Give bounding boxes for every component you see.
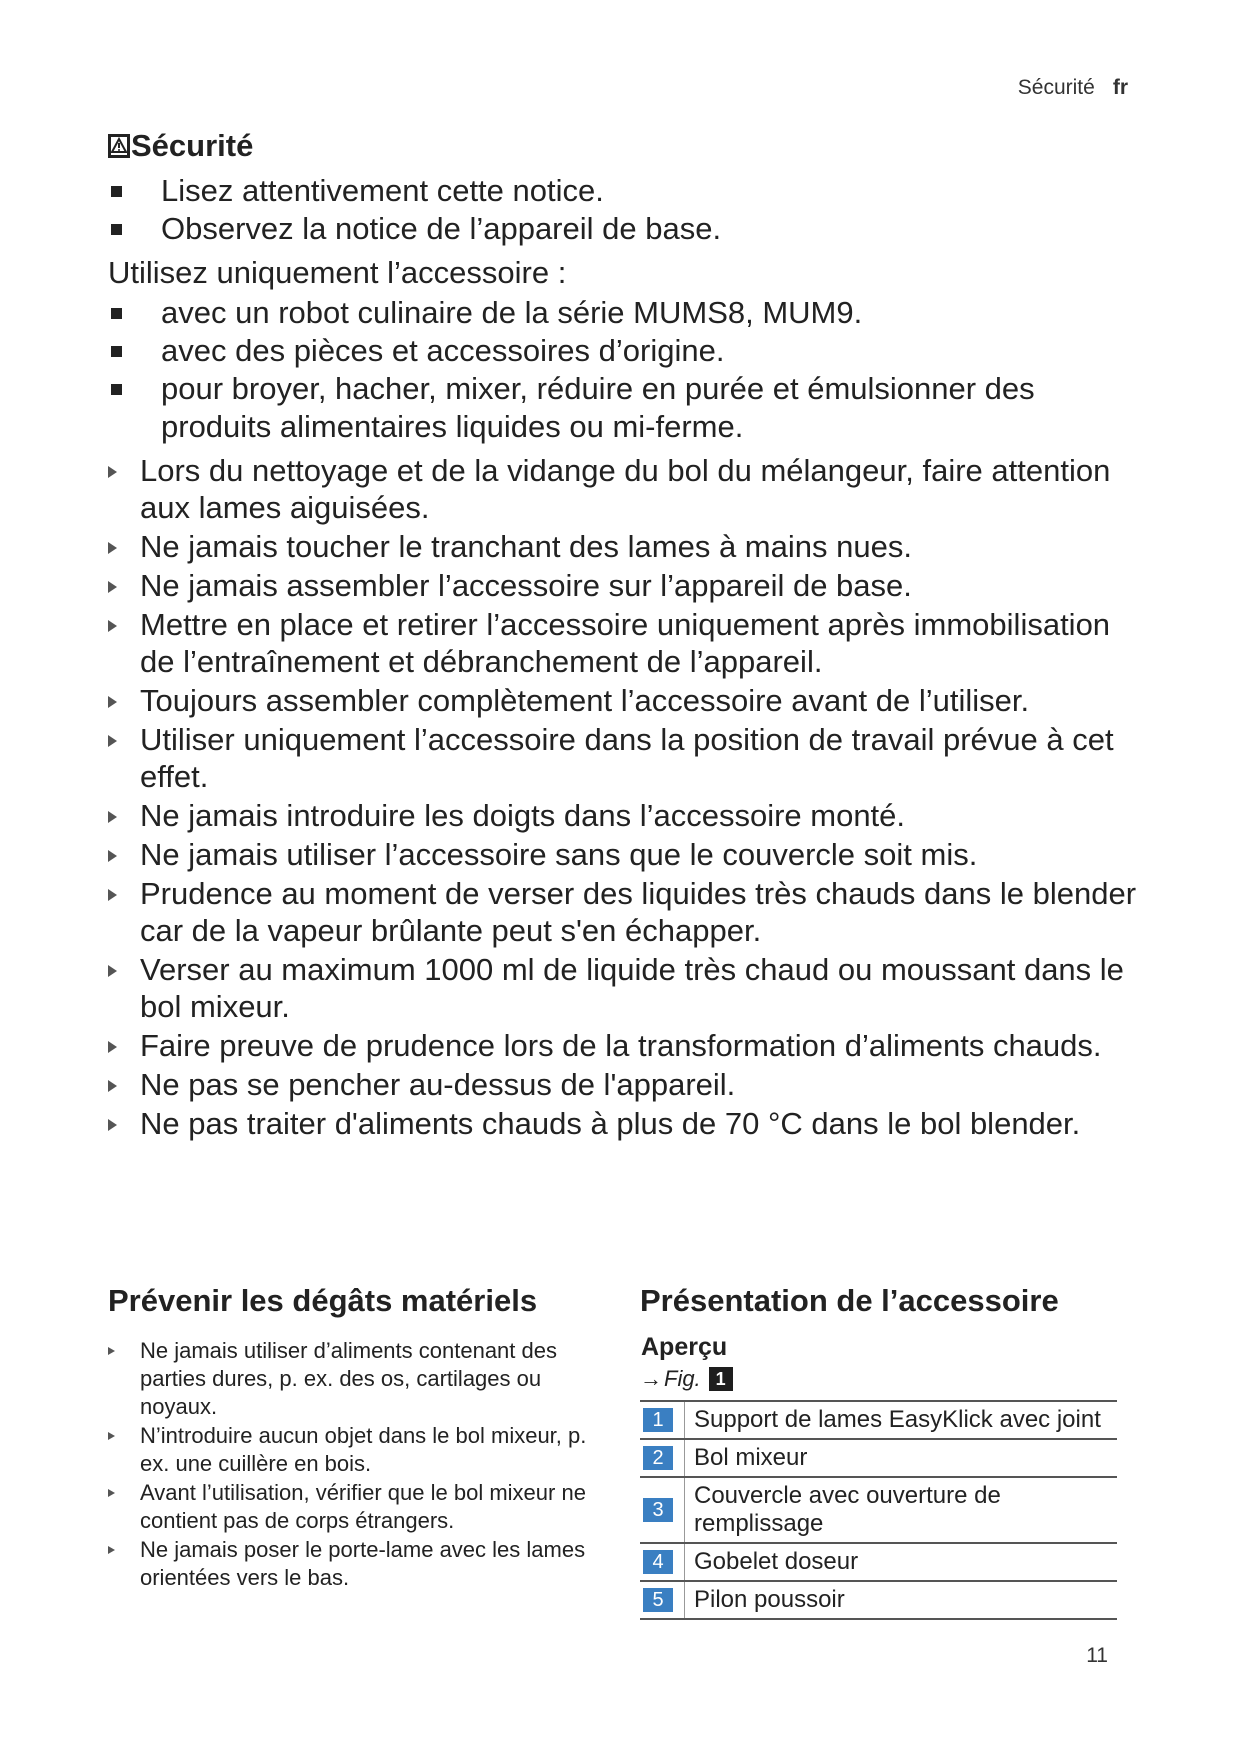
accessory-section: [640, 1283, 1120, 1620]
warning-item: Verser au maximum 1000 ml de liquide très chaud ou moussant dans le bol mixeur.: [108, 951, 1150, 1025]
arrow-bullet-icon: [108, 1041, 117, 1053]
damage-title: Prévenir les dégâts matériels: [108, 1283, 538, 1318]
arrow-bullet-icon: [108, 735, 117, 747]
page-number: 11: [1086, 1644, 1108, 1667]
part-number-badge: 2: [643, 1446, 673, 1470]
list-item: Ne jamais poser le porte-lame avec les lames orientées vers le bas.: [108, 1536, 598, 1592]
warning-item: Ne jamais toucher le tranchant des lames à mains nues.: [108, 528, 1150, 565]
part-label: Bol mixeur: [694, 1444, 808, 1471]
arrow-bullet-icon: [108, 1119, 117, 1131]
warning-item: Mettre en place et retirer l’accessoire uniquement après immobilisation de l’entraînement et débranchement de l’appareil.: [108, 606, 1150, 680]
arrow-bullet-icon: [108, 889, 117, 901]
table-row: [640, 1582, 1117, 1620]
parts-table: [640, 1400, 1117, 1620]
part-label: Couvercle avec ouverture de remplissage: [694, 1482, 1001, 1537]
running-header: [1018, 76, 1128, 100]
arrow-right-icon: →: [640, 1366, 662, 1391]
table-row: [640, 1478, 1117, 1544]
list-item: N’introduire aucun objet dans le bol mixeur, p. ex. une cuillère en bois.: [108, 1422, 598, 1478]
list-item: avec un robot culinaire de la série MUMS8, MUM9.: [108, 294, 1150, 332]
part-number-badge: 4: [643, 1550, 673, 1574]
list-item: avec des pièces et accessoires d’origine.: [108, 332, 1150, 370]
part-label: Support de lames EasyKlick avec joint: [694, 1406, 1101, 1433]
usage-conditions-list: [108, 294, 1150, 446]
arrow-bullet-icon: [108, 1432, 115, 1440]
square-bullet-icon: [111, 186, 122, 197]
square-bullet-icon: [111, 346, 122, 357]
warning-item: Lors du nettoyage et de la vidange du bol du mélangeur, faire attention aux lames aiguisées.: [108, 452, 1150, 526]
usage-intro: Utilisez uniquement l’accessoire :: [108, 255, 567, 290]
warning-item: Utiliser uniquement l’accessoire dans la position de travail prévue à cet effet.: [108, 721, 1150, 795]
arrow-bullet-icon: [108, 1080, 117, 1092]
arrow-bullet-icon: [108, 811, 117, 823]
damage-section: [108, 1283, 598, 1593]
arrow-bullet-icon: [108, 581, 117, 593]
list-item: Avant l’utilisation, vérifier que le bol mixeur ne contient pas de corps étrangers.: [108, 1479, 598, 1535]
header-section: Sécurité: [1017, 76, 1095, 99]
arrow-bullet-icon: [108, 1347, 115, 1355]
arrow-bullet-icon: [108, 620, 117, 632]
list-item: pour broyer, hacher, mixer, réduire en purée et émulsionner des produits alimentaires liquides ou mi-ferme.: [108, 370, 1150, 446]
part-number-badge: 3: [643, 1498, 673, 1522]
warning-item: Ne jamais utiliser l’accessoire sans que le couvercle soit mis.: [108, 836, 1150, 873]
list-item: Observez la notice de l’appareil de base.: [108, 210, 1150, 248]
warning-item: Prudence au moment de verser des liquides très chauds dans le blender car de la vapeur brûlante peut s'en échapper.: [108, 875, 1150, 949]
warning-item: Ne jamais assembler l’accessoire sur l’appareil de base.: [108, 567, 1150, 604]
list-item: Ne jamais utiliser d’aliments contenant des parties dures, p. ex. des os, cartilages ou noyaux.: [108, 1337, 598, 1421]
figure-label: Fig.: [664, 1366, 701, 1391]
arrow-bullet-icon: [108, 965, 117, 977]
warning-item: Faire preuve de prudence lors de la transformation d’aliments chauds.: [108, 1027, 1150, 1064]
safety-title-text: Sécurité: [131, 128, 254, 163]
table-row: [640, 1544, 1117, 1582]
warning-item: Ne pas traiter d'aliments chauds à plus de 70 °C dans le bol blender.: [108, 1105, 1150, 1142]
arrow-bullet-icon: [108, 850, 117, 862]
arrow-bullet-icon: [108, 1489, 115, 1497]
safety-body: [108, 172, 1150, 1144]
square-bullet-icon: [111, 384, 122, 395]
safety-warnings-list: [108, 452, 1150, 1142]
read-instructions-list: [108, 172, 1150, 248]
arrow-bullet-icon: [108, 696, 117, 708]
list-item: Lisez attentivement cette notice.: [108, 172, 1150, 210]
arrow-bullet-icon: [108, 466, 117, 478]
part-label: Pilon poussoir: [694, 1586, 845, 1613]
table-row: [640, 1440, 1117, 1478]
square-bullet-icon: [111, 308, 122, 319]
part-label: Gobelet doseur: [694, 1548, 859, 1575]
square-bullet-icon: [111, 224, 122, 235]
figure-reference: [640, 1366, 1120, 1392]
table-row: [640, 1402, 1117, 1440]
warning-triangle-icon: [108, 134, 130, 158]
safety-title: [108, 128, 253, 164]
figure-number-badge: 1: [709, 1367, 733, 1391]
part-number-badge: 5: [643, 1588, 673, 1612]
damage-list: [108, 1337, 598, 1592]
warning-item: Ne pas se pencher au-dessus de l'appareil.: [108, 1066, 1150, 1103]
arrow-bullet-icon: [108, 1546, 115, 1554]
part-number-badge: 1: [643, 1408, 673, 1432]
arrow-bullet-icon: [108, 542, 117, 554]
header-language: fr: [1112, 76, 1128, 99]
warning-item: Toujours assembler complètement l’accessoire avant de l’utiliser.: [108, 682, 1150, 719]
overview-subtitle: Aperçu: [641, 1333, 728, 1361]
warning-item: Ne jamais introduire les doigts dans l’accessoire monté.: [108, 797, 1150, 834]
accessory-title: Présentation de l’accessoire: [640, 1283, 1059, 1318]
